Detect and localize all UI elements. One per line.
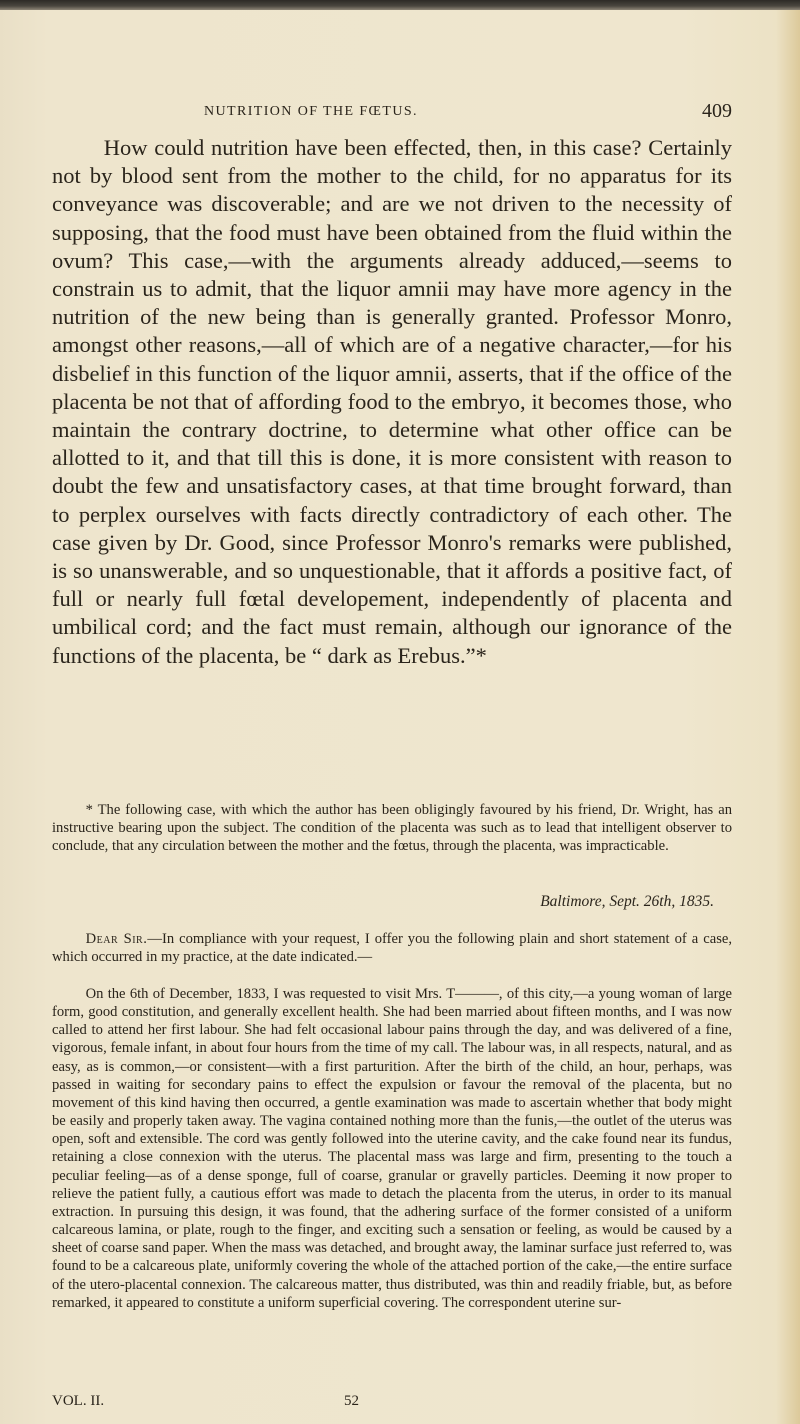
top-edge-shadow (0, 0, 800, 10)
salutation-words: Dear Sir. (85, 931, 148, 947)
page-number: 409 (702, 100, 732, 122)
volume-label: VOL. II. (52, 1393, 105, 1409)
footnote-intro: * The following case, with which the author has been obligingly favoured by his friend, Dr. Wright, has an instructive bearing upon the subject. The condition of the placenta was such as to lead that intelligent observer to conclude, that any circulation between the mother and the fœtus, through the placenta, was impracticable. (52, 802, 732, 855)
running-head: NUTRITION OF THE FŒTUS. (204, 104, 418, 119)
signature-mark: 52 (344, 1393, 359, 1409)
letter-date-line: Baltimore, Sept. 26th, 1835. (540, 893, 714, 910)
main-paragraph: How could nutrition have been effected, then, in this case? Certainly not by blood sent from the mother to the child, for no apparatus for its conveyance was discoverable; and are we not driven to the necessity of supposing, that the food must have been obtained from the fluid within the ovum? This case,—with the arguments already adduced,—seems to constrain us to admit, that the liquor amnii may have more agency in the nutrition of the new being than is generally granted. Professor Monro, amongst other reasons,—all of which are of a negative character,—for his disbelief in this function of the liquor amnii, asserts, that if the office of the placenta be not that of affording food to the embryo, it becomes those, who maintain the contrary doctrine, to determine what other office can be allotted to it, and that till this is done, it is more consistent with reason to doubt the few and unsatisfactory cases, at that time brought forward, than to perplex ourselves with facts directly contradictory of each other. The case given by Dr. Good, since Professor Monro's remarks were published, is so unanswerable, and so unquestionable, that it affords a positive fact, of full or nearly full fœtal developement, independently of placenta and umbilical cord; and the fact must remain, although our ignorance of the functions of the placenta, be “ dark as Erebus.”* (52, 135, 732, 668)
letter-salutation (52, 930, 732, 966)
page-footer (52, 1393, 732, 1413)
page-header (52, 100, 732, 126)
letter-body: On the 6th of December, 1833, I was requested to visit Mrs. T———, of this city,—a young woman of large form, good constitution, and generally excellent health. She had been married about fifteen months, and I was now called to attend her first labour. She had felt occasional labour pains through the day, and was delivered of a fine, vigorous, female infant, in about four hours from the time of my call. The labour was, in all respects, natural, and as easy, as is common,—or consistent—with a first parturition. After the birth of the child, an hour, perhaps, was passed in waiting for secondary pains to effect the expulsion or favour the removal of the placenta, but no movement of this kind having then occurred, a gentle examination was made to ascertain whether that body might be easily and properly taken away. The vagina contained nothing more than the funis,—the outlet of the uterus was open, soft and extensible. The cord was gently followed into the uterine cavity, and the cake found near its fundus, retaining a close connexion with the uterus. The placental mass was large and firm, presenting to the touch a peculiar feeling—as of a dense sponge, full of coarse, granular or gravelly particles. Deeming it now proper to relieve the patient fully, a cautious effort was made to detach the placenta from the uterus, in order to its manual extraction. In pursuing this design, it was found, that the adhering surface of the former consisted of a uniform calcareous lamina, or plate, rough to the finger, and exciting such a sensation or feeling, as would be caused by a sheet of coarse sand paper. When the mass was detached, and brought away, the laminar surface just referred to, was found to be a calcareous plate, uniformly covering the whole of the attached portion of the cake,—the entire surface of the utero-placental connexion. The calcareous matter, thus distributed, was thin and readily friable, but, as before remarked, it appeared to constitute a uniform superficial covering. The correspondent uterine sur- (52, 986, 732, 1311)
salutation-text: —In compliance with your request, I offer you the following plain and short statement of a case, which occurred in my practice, at the date indicated.— (52, 931, 732, 966)
